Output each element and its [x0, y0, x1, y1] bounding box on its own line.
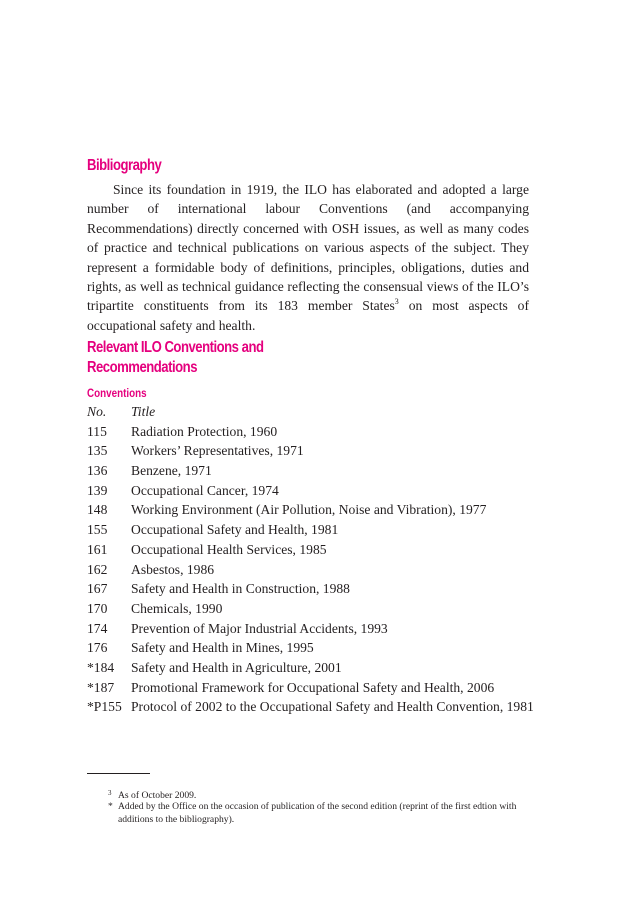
convention-number: 161: [87, 541, 108, 557]
convention-number: *P155: [87, 699, 122, 715]
convention-title: Occupational Health Services, 1985: [131, 541, 327, 557]
bibliography-paragraph: [87, 180, 529, 335]
table-row: [87, 599, 557, 619]
footnote-divider: [87, 773, 150, 774]
convention-title: Safety and Health in Mines, 1995: [131, 640, 314, 656]
column-header-no: No.: [87, 404, 107, 419]
convention-title: Safety and Health in Agriculture, 2001: [131, 659, 342, 675]
footnote-asterisk: [108, 800, 533, 826]
table-row: [87, 560, 557, 580]
convention-title: Workers’ Representatives, 1971: [131, 443, 304, 459]
convention-title: Promotional Framework for Occupational Safety and Health, 2006: [131, 679, 495, 695]
bibliography-paragraph-text: Since its foundation in 1919, the ILO has elaborated and adopted a large number of international labour Conventions (and accompanying Recommendations) directly concerned with OSH issues, as well as many codes of practice and technical publications on various aspects of the subject. They represent a formidable body of definitions, principles, obligations, duties and rights, as well as technical guidance reflecting the consensual views of the ILO’s tripartite constituents from its 183 member States: [87, 182, 529, 314]
convention-number: 139: [87, 482, 108, 498]
conventions-subheading: Conventions: [87, 386, 147, 400]
convention-title: Prevention of Major Industrial Accidents, 1993: [131, 620, 388, 636]
conventions-rows: [87, 422, 557, 717]
convention-title: Protocol of 2002 to the Occupational Safety and Health Convention, 1981: [131, 699, 534, 715]
table-row: [87, 619, 557, 639]
footnote-reference-3[interactable]: 3: [394, 297, 399, 307]
footnote-3-text: As of October 2009.: [118, 790, 197, 801]
table-row: [87, 422, 557, 442]
table-row: [87, 481, 557, 501]
table-row: [87, 540, 557, 560]
convention-number: 170: [87, 600, 108, 616]
table-row: [87, 658, 557, 678]
table-row: [87, 520, 557, 540]
convention-title: Occupational Cancer, 1974: [131, 482, 279, 498]
table-header: [87, 402, 557, 422]
bibliography-paragraph-end: on most aspects of occupational safety and health.: [87, 298, 529, 333]
convention-number: 162: [87, 561, 108, 577]
bibliography-heading: Bibliography: [87, 157, 162, 174]
table-row: [87, 441, 557, 461]
convention-title: Radiation Protection, 1960: [131, 423, 278, 439]
convention-title: Benzene, 1971: [131, 463, 212, 479]
convention-number: 135: [87, 443, 108, 459]
convention-number: *184: [87, 659, 115, 675]
convention-number: 115: [87, 423, 107, 439]
convention-number: 148: [87, 502, 108, 518]
table-row: [87, 579, 557, 599]
table-row: [87, 697, 557, 717]
convention-number: 176: [87, 640, 108, 656]
table-row: [87, 500, 557, 520]
convention-title: Working Environment (Air Pollution, Noise and Vibration), 1977: [131, 502, 487, 518]
conventions-table: [87, 402, 557, 717]
table-row: [87, 638, 557, 658]
footnote-asterisk-text-line1: Added by the Office on the occasion of publication of the second edition (reprint of the first edtion with: [118, 801, 517, 812]
footnote-3-mark: 3: [108, 789, 112, 797]
convention-number: 136: [87, 463, 108, 479]
convention-number: 167: [87, 581, 108, 597]
convention-number: *187: [87, 679, 115, 695]
table-row: [87, 678, 557, 698]
footnote-asterisk-mark: *: [108, 801, 113, 812]
convention-number: 174: [87, 620, 108, 636]
relevant-conventions-heading: Relevant ILO Conventions and Recommendations: [87, 339, 264, 376]
column-header-title: Title: [131, 404, 156, 419]
convention-title: Chemicals, 1990: [131, 600, 223, 616]
footnote-asterisk-text-line2: additions to the bibliography).: [118, 814, 235, 825]
convention-title: Safety and Health in Construction, 1988: [131, 581, 350, 597]
convention-title: Asbestos, 1986: [131, 561, 215, 577]
convention-title: Occupational Safety and Health, 1981: [131, 522, 339, 538]
table-row: [87, 461, 557, 481]
convention-number: 155: [87, 522, 108, 538]
